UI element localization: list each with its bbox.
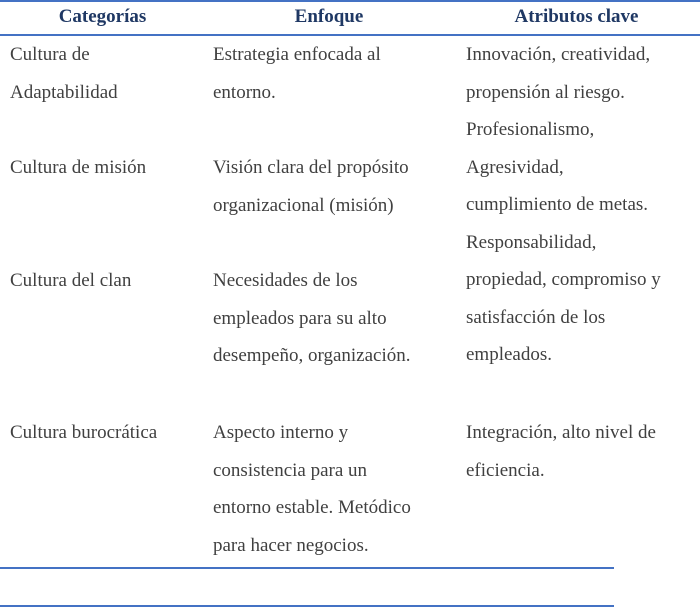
row-3-categoria: Cultura del clan: [10, 270, 132, 291]
row-1-categoria: Cultura de Adaptabilidad: [10, 44, 118, 103]
atributos-clave-bloque: Innovación, creatividad, propensión al riesgo. Profesionalismo, Agresividad, cumplimiento de metas. Responsabilidad, propiedad, compromiso y satisfacción de los empleados.: [466, 44, 661, 365]
header-enfoque: Enfoque: [294, 6, 364, 27]
row-4-atributos: Integración, alto nivel de eficiencia.: [466, 422, 656, 481]
header-categorias: Categorías: [58, 6, 147, 27]
table-top-rule: [0, 0, 700, 2]
table-bottom-rule-1: [0, 567, 614, 569]
table-bottom-rule-2: [0, 605, 614, 607]
row-2-categoria: Cultura de misión: [10, 157, 147, 178]
row-1-enfoque: Estrategia enfocada al entorno.: [213, 44, 381, 103]
header-atributos-clave: Atributos clave: [514, 6, 639, 27]
row-4-enfoque: Aspecto interno y consistencia para un entorno estable. Metódico para hacer negocios.: [213, 422, 411, 556]
row-3-enfoque: Necesidades de los empleados para su alto desempeño, organización.: [213, 270, 411, 366]
row-2-enfoque: Visión clara del propósito organizacional (misión): [213, 157, 409, 216]
row-4-categoria: Cultura burocrática: [10, 422, 158, 443]
